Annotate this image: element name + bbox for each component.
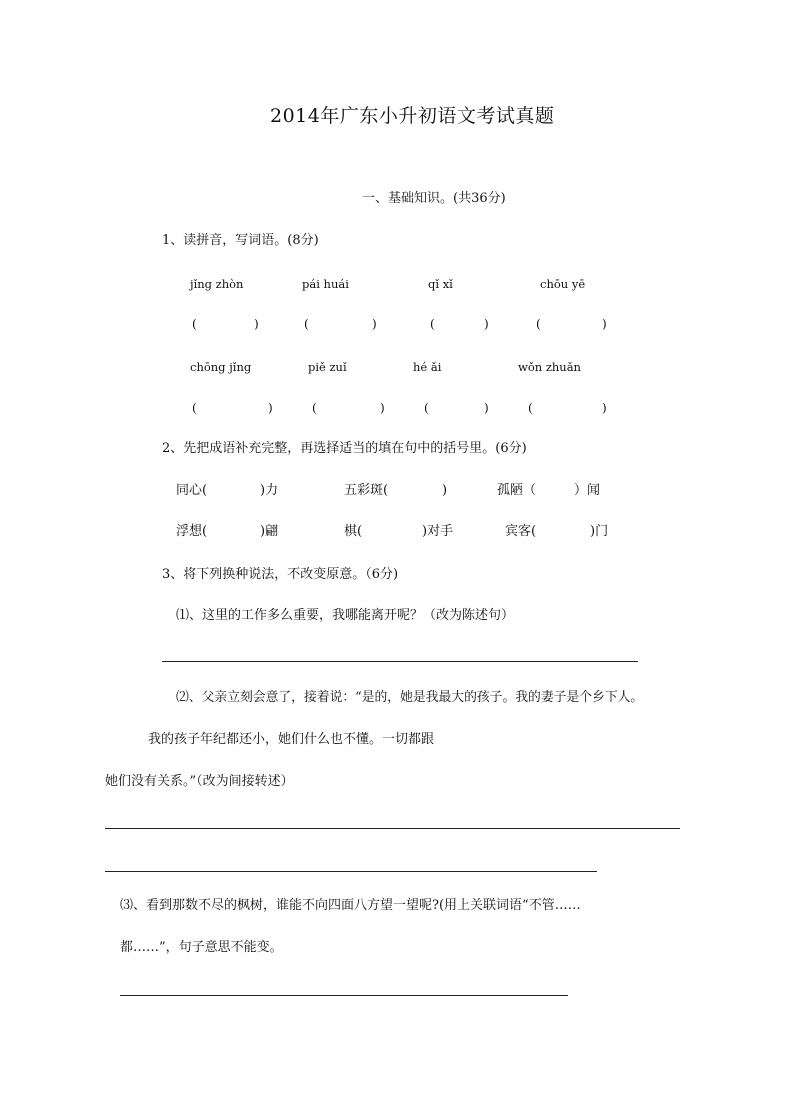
answer-bracket-close: ) — [372, 317, 377, 331]
answer-bracket-close: ) — [602, 317, 607, 331]
answer-bracket-open: ( — [192, 401, 197, 415]
pinyin-item: wǒn zhuǎn — [518, 360, 581, 374]
answer-bracket-open: ( — [192, 317, 197, 331]
answer-line — [105, 828, 680, 829]
page-title: 2014年广东小升初语文考试真题 — [270, 105, 555, 127]
answer-bracket-close: ) — [380, 401, 385, 415]
question-1-prompt: 1、读拼音，写词语。(8分) — [162, 233, 319, 248]
answer-bracket-close: ) — [484, 401, 489, 415]
answer-line — [120, 995, 568, 996]
pinyin-item: hé ǎi — [413, 360, 442, 374]
idiom-part: 同心( — [176, 483, 208, 498]
pinyin-item: chōng jǐng — [190, 360, 252, 374]
idiom-part: 浮想( — [176, 524, 208, 539]
idiom-part: )翩 — [260, 524, 279, 539]
answer-line — [105, 871, 597, 872]
answer-bracket-close: ) — [254, 317, 259, 331]
idiom-part: 五彩斑( — [344, 483, 389, 498]
answer-bracket-close: ) — [602, 401, 607, 415]
answer-bracket-open: ( — [536, 317, 541, 331]
idiom-part: ) — [442, 483, 448, 498]
question-3-item-3-line-2: 都……”，句子意思不能变。 — [120, 940, 283, 955]
idiom-part: )对手 — [422, 524, 454, 539]
question-3-item-2-line-1: ⑵、父亲立刻会意了，接着说：“是的，她是我最大的孩子。我的妻子是个乡下人。 — [176, 690, 644, 705]
idiom-part: 孤陋（ — [497, 483, 537, 498]
answer-bracket-close: ) — [484, 317, 489, 331]
question-3-item-3-line-1: ⑶、看到那数不尽的枫树，谁能不向四面八方望一望呢?(用上关联词语“不管…… — [120, 898, 581, 913]
pinyin-item: chōu yē — [540, 277, 586, 291]
pinyin-item: qǐ xǐ — [428, 277, 453, 291]
idiom-part: 棋( — [344, 524, 363, 539]
answer-bracket-open: ( — [430, 317, 435, 331]
answer-line — [162, 661, 638, 662]
answer-bracket-open: ( — [304, 317, 309, 331]
pinyin-item: piě zuǐ — [308, 360, 347, 374]
idiom-part: ）闻 — [574, 483, 601, 498]
section-heading: 一、基础知识。(共36分) — [362, 191, 506, 206]
pinyin-item: pái huái — [302, 277, 349, 291]
idiom-part: )门 — [590, 524, 609, 539]
question-3-item-2-line-2: 我的孩子年纪都还小，她们什么也不懂。一切都跟 — [148, 732, 435, 747]
question-3-item-1: ⑴、这里的工作多么重要，我哪能离开呢？（改为陈述句） — [176, 608, 515, 623]
question-2-prompt: 2、先把成语补充完整，再选择适当的填在句中的括号里。(6分) — [162, 441, 527, 456]
idiom-part: 宾客( — [505, 524, 537, 539]
idiom-part: )力 — [260, 483, 279, 498]
question-3-prompt: 3、将下列换种说法，不改变原意。（6分) — [162, 567, 399, 582]
question-3-item-2-line-3: 她们没有关系。”（改为间接转述） — [105, 774, 294, 789]
pinyin-item: jǐng zhòn — [190, 277, 244, 291]
answer-bracket-close: ) — [268, 401, 273, 415]
answer-bracket-open: ( — [424, 401, 429, 415]
answer-bracket-open: ( — [528, 401, 533, 415]
answer-bracket-open: ( — [312, 401, 317, 415]
